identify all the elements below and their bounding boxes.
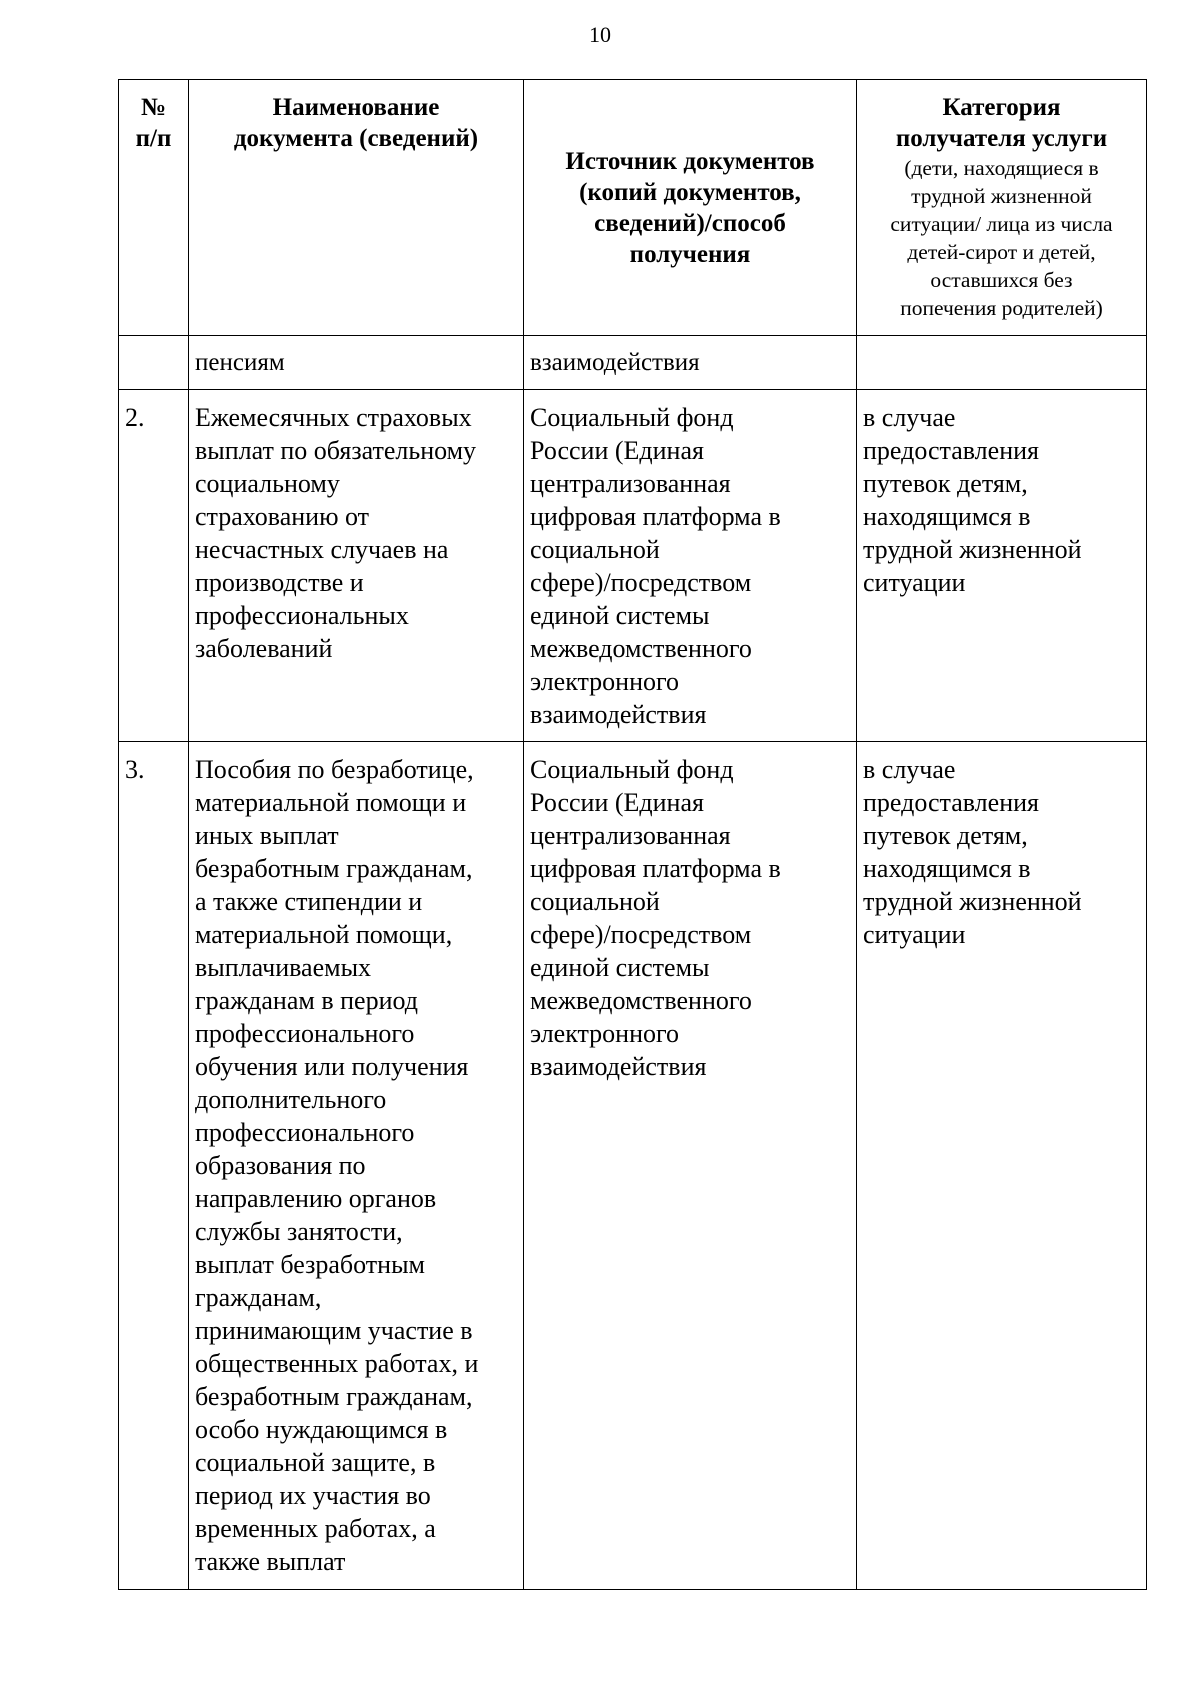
header-category-title: Категория получателя услуги [895, 94, 1108, 152]
cell-document-name: Ежемесячных страховых выплат по обязательному социальному страхованию от несчастных случаев на производстве и профессиональных заболеваний [189, 390, 524, 742]
header-category [857, 80, 1147, 336]
page-number: 10 [589, 22, 611, 47]
table-row-continuation [119, 336, 1147, 390]
documents-table [118, 79, 1147, 1590]
cell-source: Социальный фонд России (Единая централизованная цифровая платформа в социальной сфере)/посредством единой системы межведомственного электронного взаимодействия [524, 742, 857, 1590]
cell-document-name: Пособия по безработице, материальной помощи и иных выплат безработным гражданам, а также стипендии и материальной помощи, выплачиваемых гражданам в период профессионального обучения или получения дополнительного профессионального образования по направлению органов службы занятости, выплат безработным гражданам, принимающим участие в общественных работах, и безработным гражданам, особо нуждающимся в социальной защите, в период их участия во временных работах, а также выплат [189, 742, 524, 1590]
table-row [119, 742, 1147, 1590]
header-category-note: (дети, находящиеся в трудной жизненной ситуации/ лица из числа детей-сирот и детей, оставшихся без попечения родителей) [890, 156, 1113, 320]
table-row [119, 390, 1147, 742]
header-source: Источник документов (копий документов, сведений)/способ получения [524, 80, 857, 336]
table-header-row [119, 80, 1147, 336]
cell-category: в случае предоставления путевок детям, находящимся в трудной жизненной ситуации [857, 390, 1147, 742]
cell-source: взаимодействия [524, 336, 857, 390]
cell-number [119, 336, 189, 390]
header-number: № п/п [119, 80, 189, 336]
cell-category [857, 336, 1147, 390]
cell-source: Социальный фонд России (Единая централизованная цифровая платформа в социальной сфере)/посредством единой системы межведомственного электронного взаимодействия [524, 390, 857, 742]
cell-document-name: пенсиям [189, 336, 524, 390]
cell-number: 3. [119, 742, 189, 1590]
header-document-name: Наименование документа (сведений) [189, 80, 524, 336]
cell-category: в случае предоставления путевок детям, находящимся в трудной жизненной ситуации [857, 742, 1147, 1590]
cell-number: 2. [119, 390, 189, 742]
